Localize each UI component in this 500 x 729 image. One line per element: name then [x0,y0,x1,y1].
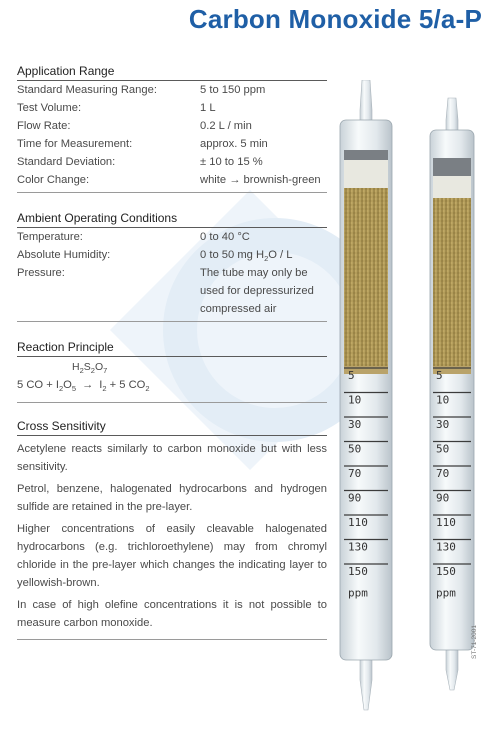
cross-sensitivity-heading: Cross Sensitivity [17,419,327,436]
spec-row [17,117,327,135]
scale-unit: ppm [436,586,456,600]
catalyst-part: S [83,361,91,373]
section-divider [17,320,327,322]
page-title: Carbon Monoxide 5/a-P [188,4,482,34]
arrow-icon: → [229,174,241,186]
reaction-principle-heading: Reaction Principle [17,340,327,357]
arrow-icon: → [82,379,94,391]
color-from: white [200,174,227,186]
equation-part: 5 CO + I [17,379,59,391]
section-divider [17,401,327,403]
spec-row [17,228,327,246]
spec-label: Time for Measurement: [17,138,133,150]
spec-value: 1 L [200,102,216,114]
humidity-value [200,246,327,264]
spec-label: Pressure: [17,267,65,279]
spec-value: 5 to 150 ppm [200,84,266,96]
ambient-conditions-section [17,211,327,322]
reaction-equation [17,379,150,393]
scale-label: 10 [436,393,450,407]
spec-row [17,135,327,153]
cross-sensitivity-paragraph: Higher concentrations of easily cleavable halogenated hydrocarbons (e.g. trichloroethylene) may from chromyl chloride in the pre-layer which changes the indicating layer to yellowish-brown. [17,523,327,589]
spec-label: Test Volume: [17,102,82,114]
humidity-suffix: O / L [268,249,293,261]
spec-label: Standard Deviation: [17,156,116,168]
catalyst-subscript: 2 [90,366,95,376]
scale-label: 5 [348,369,355,382]
reaction-formula [17,357,327,399]
scale-label: 130 [348,540,368,554]
pressure-line: used for depressurized [200,285,314,297]
pressure-line: The tube may only be [200,267,308,279]
catalyst-subscript: 7 [103,366,108,376]
cross-sensitivity-paragraph: In case of high olefine concentrations it is not possible to measure carbon monoxide. [17,599,327,629]
equation-subscript: 2 [58,384,64,394]
scale-label: 5 [436,369,443,382]
spec-row [17,99,327,117]
scale-label: 30 [348,418,362,431]
scale-unit: ppm [348,586,368,600]
spec-row [17,81,327,99]
spec-value: 0 to 40 °C [200,231,250,243]
catalyst-formula [72,361,107,375]
spec-label: Flow Rate: [17,120,71,132]
scale-label: 150 [348,565,368,578]
scale-label: 110 [348,516,368,529]
cross-sensitivity-section [17,419,327,640]
cross-sensitivity-paragraph: Acetylene reacts similarly to carbon monoxide but with less sensitivity. [17,443,327,473]
scale-label: 150 [436,565,456,578]
spec-label: Standard Measuring Range: [17,84,157,96]
spec-row [17,264,327,318]
spec-label: Temperature: [17,231,83,243]
pressure-value [200,264,327,318]
spec-row [17,246,327,264]
application-range-heading: Application Range [17,64,327,81]
scale-label: 10 [348,393,362,407]
section-divider [17,638,327,640]
scale-label: 130 [436,540,456,554]
scale-label: 90 [348,491,362,505]
detector-tube-front [340,80,392,710]
color-to: brownish-green [243,174,321,186]
scale-label: 90 [436,491,450,505]
equation-subscript: 5 [71,384,77,394]
humidity-prefix: 0 to 50 mg H [200,249,265,261]
equation-subscript: 2 [102,384,107,394]
spec-row [17,153,327,171]
spec-content [17,64,327,658]
section-divider [17,191,327,193]
spec-label: Color Change: [17,174,90,186]
scale-label: 70 [348,467,362,480]
spec-value: approx. 5 min [200,138,268,150]
equation-part: O [63,379,72,391]
catalyst-part: H [72,361,80,373]
spec-value: ± 10 to 15 % [200,156,263,168]
spec-row [17,171,327,189]
equation-part: + 5 CO [106,379,146,391]
scale-label: 30 [436,418,450,431]
scale-label: 50 [436,442,450,456]
ambient-conditions-heading: Ambient Operating Conditions [17,211,327,228]
pressure-line: compressed air [200,303,277,315]
scale-label: 50 [348,442,362,456]
reaction-principle-section [17,340,327,403]
humidity-subscript: 2 [264,254,269,264]
cross-sensitivity-paragraph: Petrol, benzene, halogenated hydrocarbons and hydrogen sulfide are retained in the pre-layer. [17,483,327,513]
document-code: ST-71-2001 [471,625,478,659]
equation-part: I [99,379,103,391]
spec-value: 0.2 L / min [200,120,252,132]
color-change-value [200,171,327,189]
application-range-section [17,64,327,193]
spec-label: Absolute Humidity: [17,249,111,261]
equation-subscript: 2 [145,384,150,394]
scale-label: 110 [436,516,456,529]
catalyst-part: O [94,361,104,373]
catalyst-subscript: 2 [79,366,84,376]
scale-label: 70 [436,467,450,480]
detector-tube-back [430,98,474,690]
